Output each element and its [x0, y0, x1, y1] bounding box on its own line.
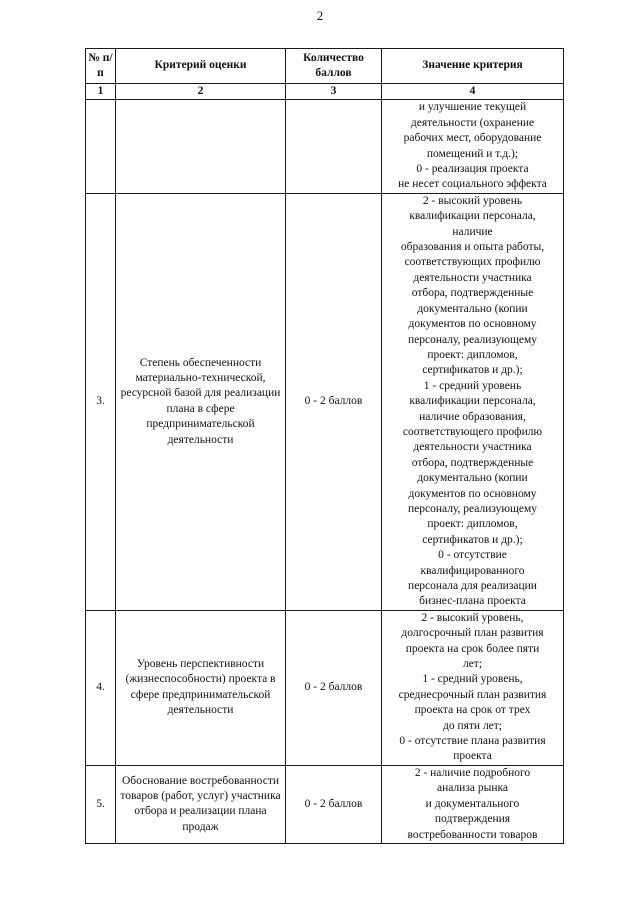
row-number: 5. [86, 765, 116, 843]
header-value: Значение критерия [382, 49, 564, 84]
table-row [86, 765, 564, 843]
criteria-table [85, 48, 564, 844]
table-row [86, 193, 564, 610]
page-number: 2 [316, 8, 324, 23]
criterion-cell: Степень обеспеченности материально-технической, ресурсной базой для реализации плана в сфере предпринимательской деятельности [116, 193, 286, 610]
table-row [86, 100, 564, 193]
column-number: 4 [382, 84, 564, 100]
criterion-cell: Обоснование востребованности товаров (работ, услуг) участника отбора и реализации плана продаж [116, 765, 286, 843]
column-number: 2 [116, 84, 286, 100]
header-points: Количество баллов [286, 49, 382, 84]
points-cell: 0 - 2 баллов [286, 193, 382, 610]
points-cell: 0 - 2 баллов [286, 765, 382, 843]
criterion-cell [116, 100, 286, 193]
row-number [86, 100, 116, 193]
header-number: № п/п [86, 49, 116, 84]
value-cell: 2 - наличие подробного анализа рынка и документального подтверждения востребованности товаров [382, 765, 564, 843]
column-number: 3 [286, 84, 382, 100]
criterion-cell: Уровень перспективности (жизнеспособности) проекта в сфере предпринимательской деятельности [116, 610, 286, 765]
table-row [86, 610, 564, 765]
value-cell: и улучшение текущей деятельности (охранение рабочих мест, оборудование помещений и т.д.); 0 - реализация проекта не несет социального эффекта [382, 100, 564, 193]
points-cell: 0 - 2 баллов [286, 610, 382, 765]
header-row [86, 49, 564, 84]
value-cell: 2 - высокий уровень квалификации персонала, наличие образования и опыта работы, соответствующих профилю деятельности участника отбора, подтвержденные документально (копии документов по основному персоналу, реализующему проект: дипломов, сертификатов и др.); 1 - средний уровень квалификации персонала, наличие образования, соответствующего профилю деятельности участника отбора, подтвержденные документально (копии документов по основному персоналу, реализующему проект: дипломов, сертификатов и др.); 0 - отсутствие квалифицированного персонала для реализации бизнес-плана проекта [382, 193, 564, 610]
column-number: 1 [86, 84, 116, 100]
value-cell: 2 - высокий уровень, долгосрочный план развития проекта на срок более пяти лет; 1 - средний уровень, среднесрочный план развития проекта на срок от трех до пяти лет; 0 - отсутствие плана развития проекта [382, 610, 564, 765]
row-number: 4. [86, 610, 116, 765]
column-number-row [86, 84, 564, 100]
points-cell [286, 100, 382, 193]
header-criterion: Критерий оценки [116, 49, 286, 84]
row-number: 3. [86, 193, 116, 610]
